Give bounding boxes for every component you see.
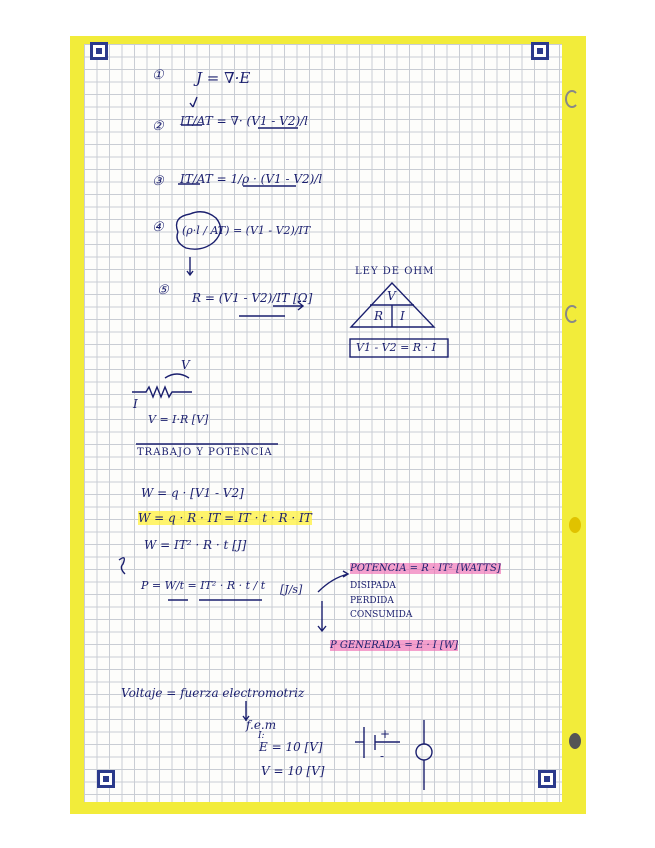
ohm-law-title: LEY DE OHM <box>355 266 435 277</box>
step-4-number: ④ <box>152 220 164 235</box>
fem-symbol: I: <box>258 731 265 741</box>
triangle-i: I <box>400 309 405 323</box>
emf-value: E = 10 [V] <box>259 740 323 754</box>
resistor-voltage-label: V <box>181 358 190 372</box>
triangle-r: R <box>374 309 384 323</box>
battery-plus: + <box>380 727 391 741</box>
power-units: [J/s] <box>280 583 303 596</box>
ohm-law-box: V1 - V2 = R · I <box>356 341 436 354</box>
step-1-equation: J = ∇·E <box>196 69 251 87</box>
label-perdida: PERDIDA <box>350 596 394 606</box>
work-equation-3: W = IT² · R · t [J] <box>144 538 247 552</box>
label-disipada: DISIPADA <box>350 581 396 591</box>
resistor-equation: V = I·R [V] <box>148 413 209 426</box>
power-generated: P GENERADA = E · I [W] <box>330 640 459 651</box>
resistor-current-label: I <box>133 397 138 411</box>
section-title: TRABAJO Y POTENCIA <box>137 447 273 458</box>
voltage-definition: Voltaje = fuerza electromotriz <box>121 686 305 700</box>
battery-minus: - <box>380 749 385 763</box>
step-4-equation: (ρ·l / AT) = (V1 - V2)/IT <box>182 224 311 237</box>
work-equation-2: W = q · R · IT = IT · t · R · IT <box>138 511 312 525</box>
step-3-equation: IT/AT = 1/ρ · (V1 - V2)/l <box>180 172 323 186</box>
fem-label: f.e.m <box>246 718 277 732</box>
step-2-equation: IT/AT = ∇· (V1 - V2)/l <box>180 114 309 128</box>
label-consumida: CONSUMIDA <box>350 610 413 620</box>
step-5-equation: R = (V1 - V2)/IT [Ω] <box>192 291 313 305</box>
step-2-number: ② <box>152 119 164 134</box>
voltage-value: V = 10 [V] <box>261 764 325 778</box>
step-5-number: ⑤ <box>157 283 169 298</box>
triangle-v: V <box>387 289 396 303</box>
step-1-number: ① <box>152 68 164 83</box>
step-3-number: ③ <box>152 174 164 189</box>
power-dissipated: POTENCIA = R · IT² [WATTS] <box>350 563 501 574</box>
power-equation: P = W/t = IT² · R · t / t <box>141 579 266 592</box>
work-equation-1: W = q · [V1 - V2] <box>141 486 244 500</box>
